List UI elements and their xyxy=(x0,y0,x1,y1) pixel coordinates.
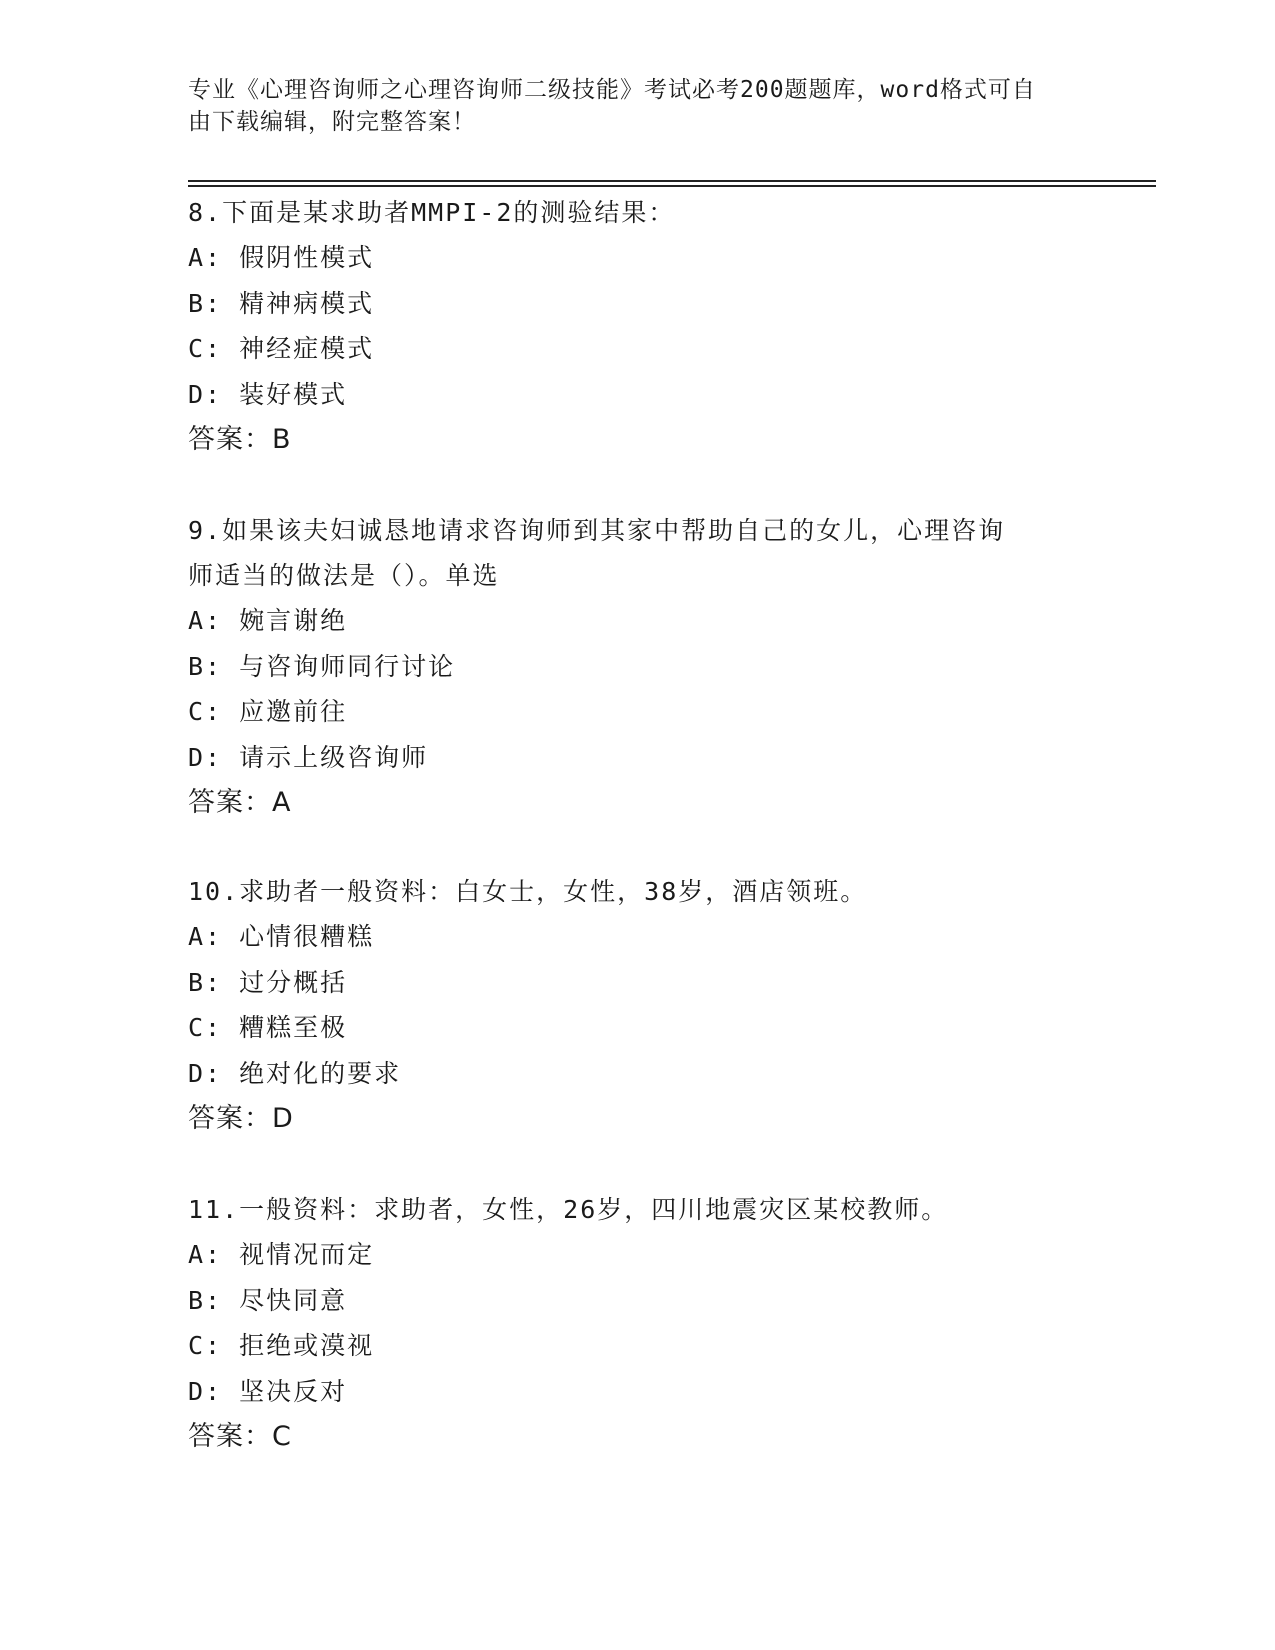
option-d: D: 绝对化的要求 xyxy=(188,1058,402,1088)
option-a: A: 视情况而定 xyxy=(188,1240,375,1269)
option-c: C: 神经症模式 xyxy=(188,334,375,363)
option-a: A: 假阴性模式 xyxy=(188,243,375,272)
header-line-1: 专业《心理咨询师之心理咨询师二级技能》考试必考200题题库，word格式可自 xyxy=(188,77,1036,103)
option-a: A: 心情很糟糕 xyxy=(188,922,375,951)
answer: 答案：B xyxy=(188,424,292,455)
question-8 xyxy=(188,190,1068,463)
answer: 答案：A xyxy=(188,787,292,818)
document-header xyxy=(188,74,1068,138)
question-stem: 11.一般资料：求助者，女性，26岁，四川地震灾区某校教师。 xyxy=(188,1195,949,1224)
question-stem: 8.下面是某求助者MMPI-2的测验结果： xyxy=(188,198,676,227)
option-d: D: 坚决反对 xyxy=(188,1376,348,1406)
option-a: A: 婉言谢绝 xyxy=(188,606,348,635)
header-line-2: 由下载编辑，附完整答案！ xyxy=(188,109,476,135)
option-d: D: 请示上级咨询师 xyxy=(188,742,429,772)
option-b: B: 与咨询师同行讨论 xyxy=(188,651,456,681)
option-b: B: 过分概括 xyxy=(188,967,348,997)
option-c: C: 糟糕至极 xyxy=(188,1013,348,1042)
question-stem-line-1: 9.如果该夫妇诚恳地请求咨询师到其家中帮助自己的女儿，心理咨询 xyxy=(188,516,1006,545)
question-stem: 10.求助者一般资料：白女士，女性，38岁，酒店领班。 xyxy=(188,877,868,906)
option-b: B: 精神病模式 xyxy=(188,288,375,318)
question-10 xyxy=(188,869,1068,1142)
header-divider-top xyxy=(188,180,1156,182)
option-c: C: 拒绝或漠视 xyxy=(188,1331,375,1360)
answer: 答案：C xyxy=(188,1421,292,1452)
option-d: D: 装好模式 xyxy=(188,379,348,409)
option-b: B: 尽快同意 xyxy=(188,1285,348,1315)
option-c: C: 应邀前往 xyxy=(188,697,348,726)
header-divider-bottom xyxy=(188,185,1156,187)
question-stem-line-2: 师适当的做法是（）。单选 xyxy=(188,561,500,590)
answer: 答案：D xyxy=(188,1103,294,1134)
question-11 xyxy=(188,1187,1068,1460)
question-9 xyxy=(188,508,1068,826)
